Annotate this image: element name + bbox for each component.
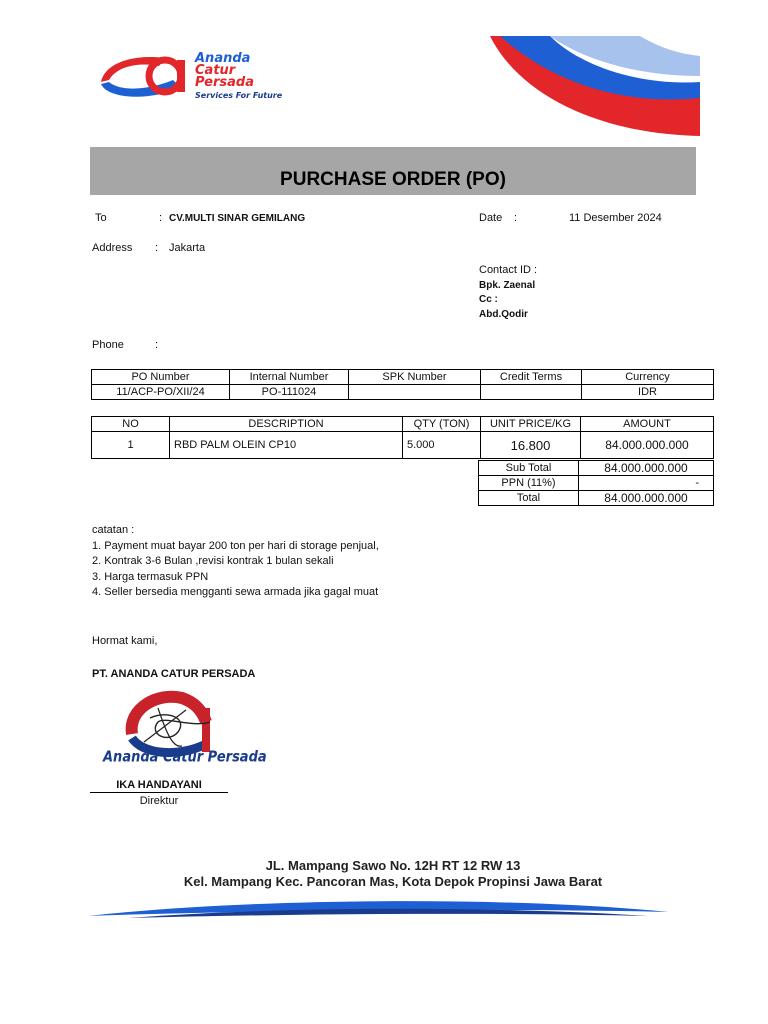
contact-name: Bpk. Zaenal bbox=[479, 280, 536, 291]
internal-number-header: Internal Number bbox=[230, 370, 349, 385]
date-value: 11 Desember 2024 bbox=[569, 212, 662, 224]
items-header-row bbox=[92, 417, 714, 432]
no-header: NO bbox=[92, 417, 170, 432]
items-table bbox=[91, 416, 714, 459]
po-info-header-row bbox=[92, 370, 714, 385]
total-value: 84.000.000.000 bbox=[579, 491, 714, 506]
subtotal-row bbox=[479, 461, 714, 476]
address-value: Jakarta bbox=[169, 242, 206, 254]
cc-name: Abd.Qodir bbox=[479, 309, 528, 320]
signer-company: PT. ANANDA CATUR PERSADA bbox=[92, 668, 256, 680]
address-label: Address bbox=[92, 242, 133, 254]
logo-tagline: Services For Future bbox=[195, 91, 283, 100]
title-banner bbox=[90, 147, 696, 195]
po-info-table bbox=[91, 369, 714, 400]
logo-word-2: Catur bbox=[195, 63, 236, 78]
po-number-value: 11/ACP-PO/XII/24 bbox=[92, 385, 230, 400]
internal-number-value: PO-111024 bbox=[230, 385, 349, 400]
signer-position: Direktur bbox=[139, 795, 179, 807]
currency-value: IDR bbox=[582, 385, 714, 400]
item-qty: 5.000 bbox=[403, 432, 481, 459]
note-item: 2. Kontrak 3-6 Bulan ,revisi kontrak 1 bulan sekali bbox=[92, 555, 334, 567]
total-row bbox=[479, 491, 714, 506]
subtotal-value: 84.000.000.000 bbox=[579, 461, 714, 476]
note-item: 4. Seller bersedia mengganti sewa armada jika gagal muat bbox=[92, 586, 379, 598]
currency-header: Currency bbox=[582, 370, 714, 385]
amount-header: AMOUNT bbox=[581, 417, 714, 432]
ppn-label: PPN (11%) bbox=[479, 476, 579, 491]
spk-number-value bbox=[349, 385, 481, 400]
qty-header: QTY (TON) bbox=[403, 417, 481, 432]
footer-address-line-2: Kel. Mampang Kec. Pancoran Mas, Kota Depok Propinsi Jawa Barat bbox=[183, 874, 603, 889]
table-row bbox=[92, 432, 714, 459]
logo-word-3: Persada bbox=[195, 75, 254, 90]
stamp-text: Ananda Catur Persada bbox=[103, 748, 267, 767]
to-colon: : bbox=[159, 212, 163, 224]
date-label: Date bbox=[479, 212, 503, 224]
signer-name: IKA HANDAYANI bbox=[90, 779, 228, 793]
address-colon: : bbox=[155, 242, 159, 254]
closing-text: Hormat kami, bbox=[92, 635, 158, 647]
note-item: 3. Harga termasuk PPN bbox=[92, 570, 209, 583]
credit-terms-header: Credit Terms bbox=[481, 370, 582, 385]
item-amount: 84.000.000.000 bbox=[581, 432, 714, 459]
unit-price-header: UNIT PRICE/KG bbox=[481, 417, 581, 432]
header-swoosh-graphic bbox=[490, 36, 700, 136]
notes-section bbox=[92, 523, 379, 601]
item-no: 1 bbox=[92, 432, 170, 459]
subtotal-label: Sub Total bbox=[479, 461, 579, 476]
page-title: PURCHASE ORDER (PO) bbox=[280, 169, 506, 190]
footer-address-line-1: JL. Mampang Sawo No. 12H RT 12 RW 13 bbox=[265, 858, 521, 873]
po-number-header: PO Number bbox=[92, 370, 230, 385]
phone-label: Phone bbox=[92, 339, 124, 351]
cc-label: Cc : bbox=[479, 294, 498, 305]
description-header: DESCRIPTION bbox=[170, 417, 403, 432]
footer-swoosh-graphic bbox=[88, 896, 668, 920]
total-label: Total bbox=[479, 491, 579, 506]
company-logo bbox=[95, 52, 335, 104]
contact-label: Contact ID : bbox=[479, 264, 538, 276]
to-value: CV.MULTI SINAR GEMILANG bbox=[169, 213, 306, 224]
item-unit-price: 16.800 bbox=[481, 432, 581, 459]
logo-mark-icon bbox=[95, 52, 195, 100]
credit-terms-value bbox=[481, 385, 582, 400]
notes-label: catatan : bbox=[92, 524, 135, 536]
summary-table bbox=[478, 460, 714, 506]
ppn-value: - bbox=[579, 476, 714, 491]
phone-colon: : bbox=[155, 339, 159, 351]
item-description: RBD PALM OLEIN CP10 bbox=[170, 432, 403, 459]
note-item: 1. Payment muat bayar 200 ton per hari di storage penjual, bbox=[92, 539, 379, 552]
to-label: To bbox=[95, 212, 107, 224]
po-info-row bbox=[92, 385, 714, 400]
logo-word-1: Ananda bbox=[195, 51, 251, 66]
spk-number-header: SPK Number bbox=[349, 370, 481, 385]
ppn-row bbox=[479, 476, 714, 491]
date-colon: : bbox=[514, 212, 518, 224]
